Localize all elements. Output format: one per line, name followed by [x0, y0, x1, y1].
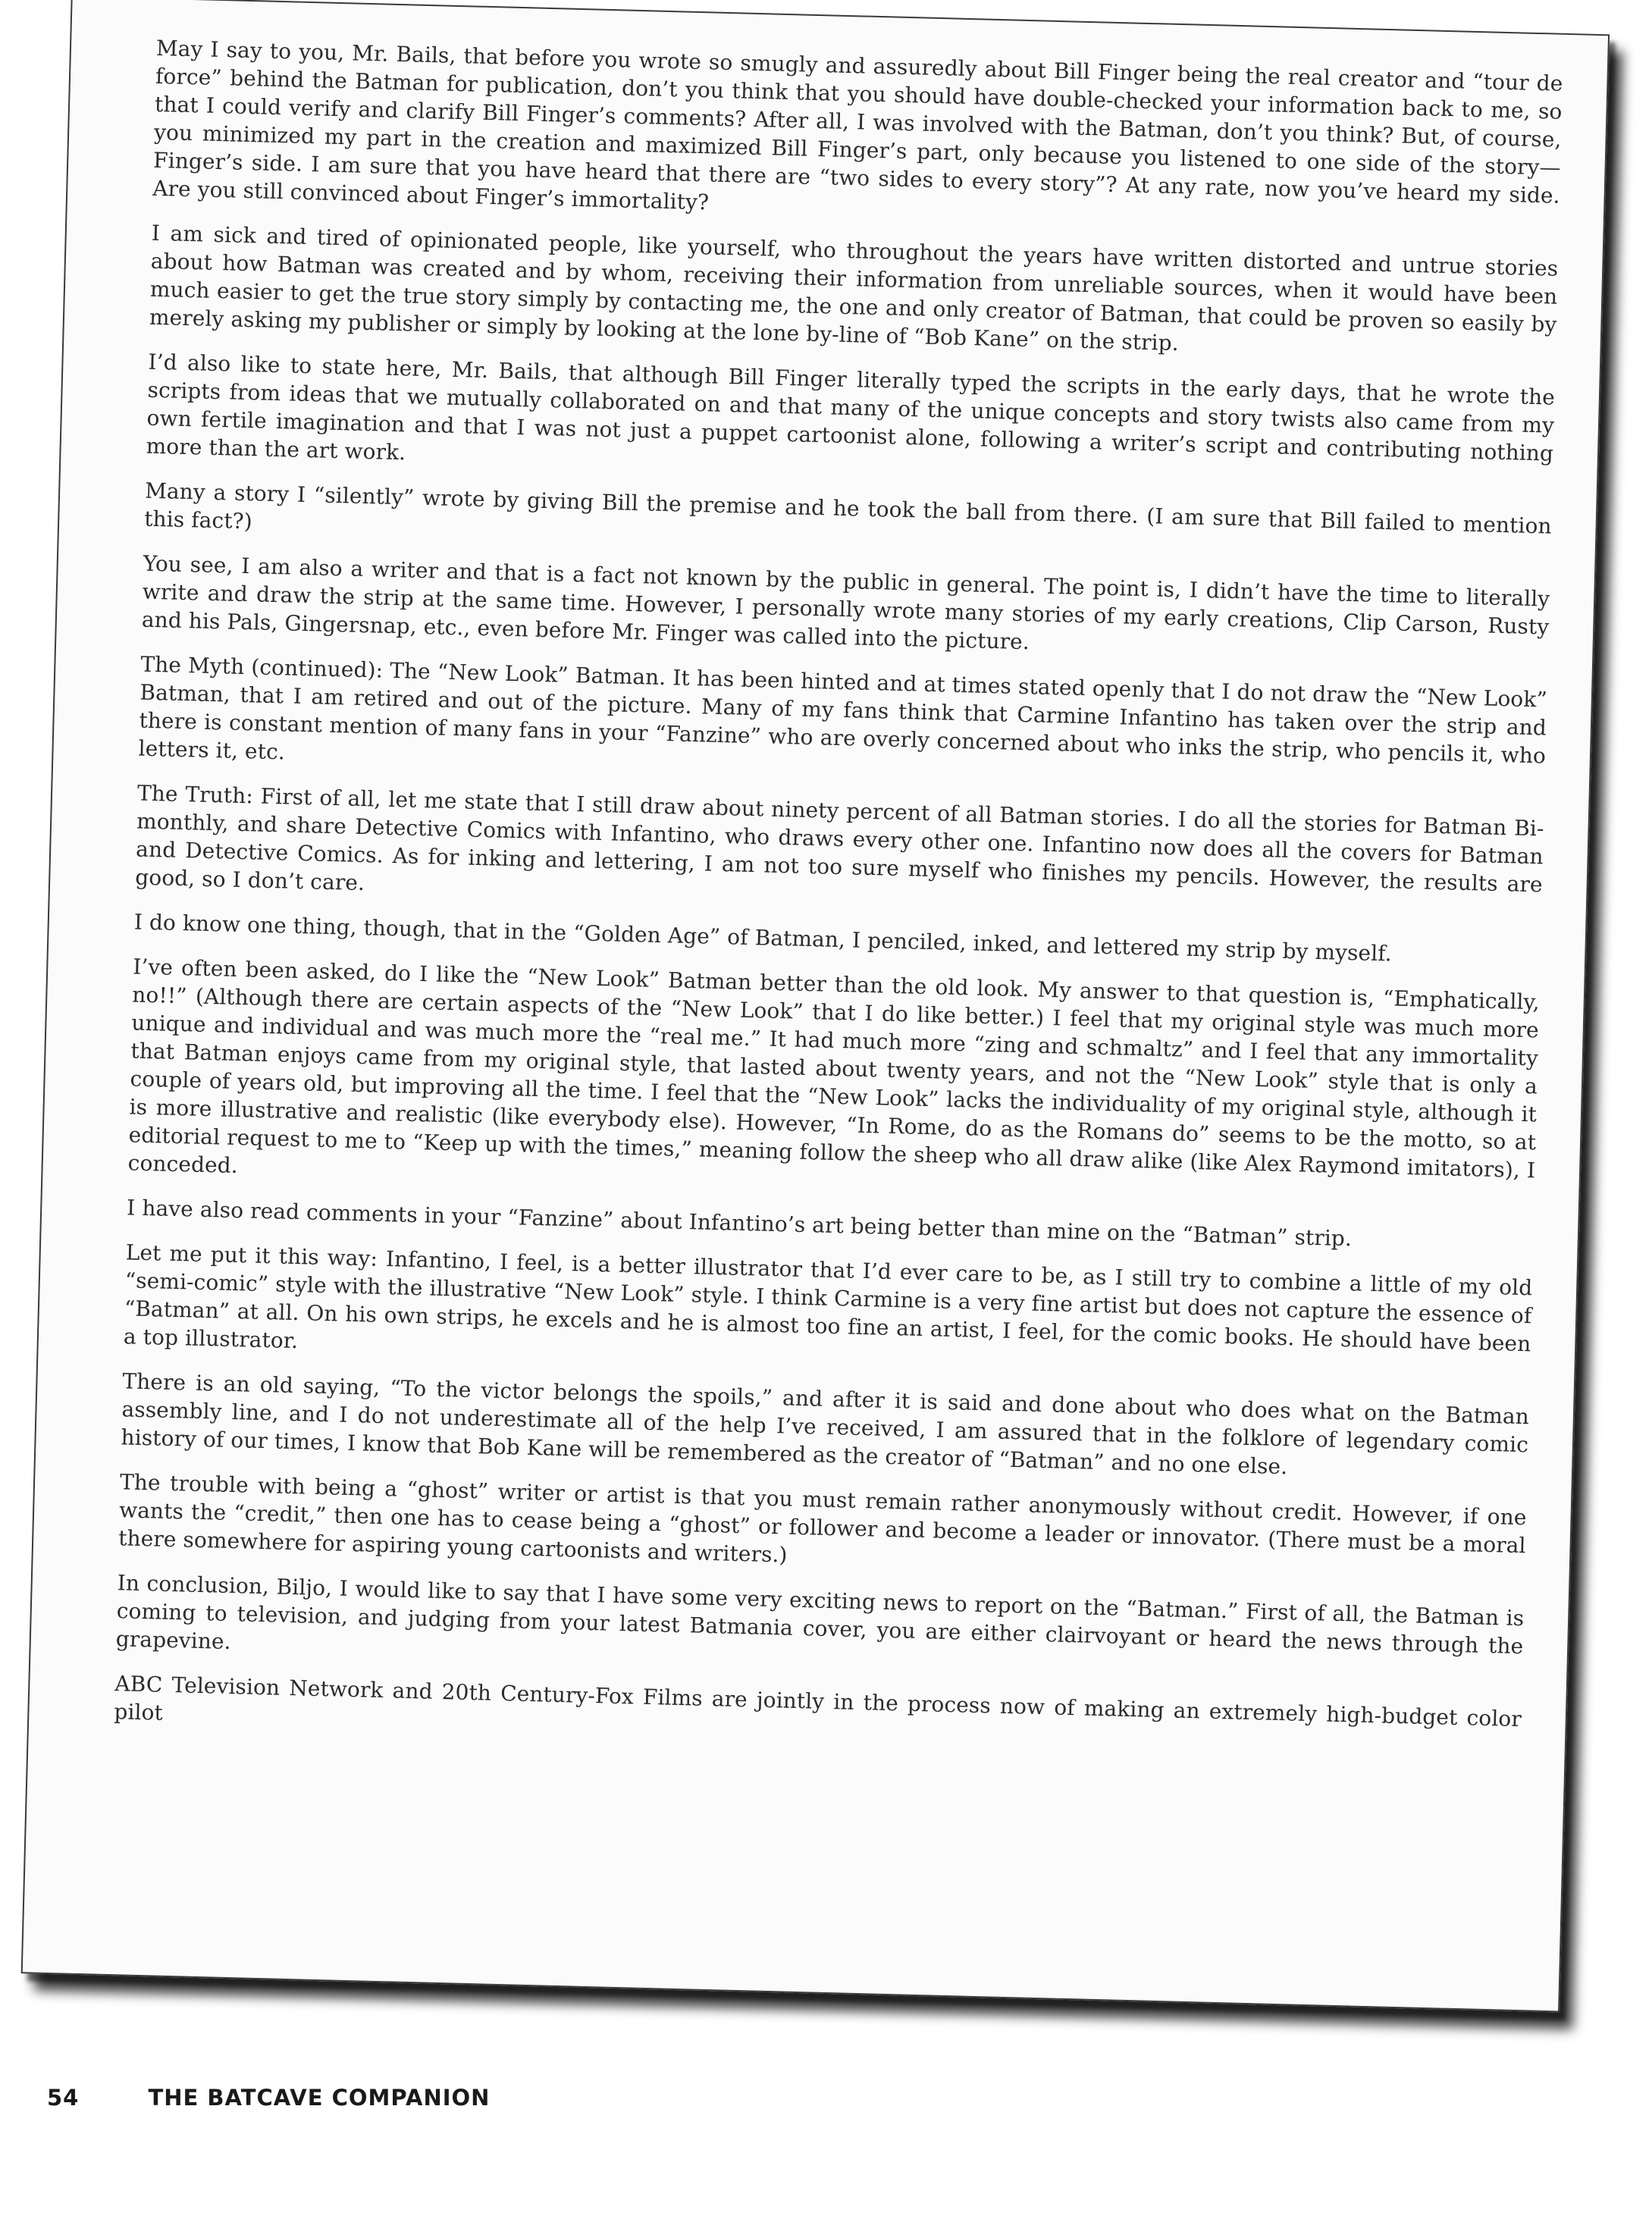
letter-paragraph-8: I do know one thing, though, that in the “Golden Age” of Batman, I penciled, inked, and lettered my strip by myself.: [133, 909, 1393, 967]
letter-paragraph-1: May I say to you, Mr. Bails, that before you wrote so smugly and assuredly about Bill Finger being the real creator and “tour de force” behind the Batman for publication, don’t you think that you should have double-checked your information back to me, so that I could verify and clarify Bill Finger’s comments? After all, I was involved with the Batman, don’t you think? But, of course, you minimized my part in the creation and maximized Bill Finger’s part, only because you listened to one side of the story—Finger’s side. I am sure that you have heard that there are “two sides to every story”? At any rate, now you’ve heard my side. Are you still convinced about Finger’s immortality?: [152, 35, 1563, 215]
letter-sheet-wrapper: [20, 0, 1652, 2051]
letter-body: [114, 34, 1563, 1761]
letter-paragraph-4: Many a story I “silently” wrote by giving Bill the premise and he took the ball from there. (I am sure that Bill failed to mention this fact?): [143, 478, 1553, 539]
letter-paragraph-12: There is an old saying, “To the victor belongs the spoils,” and after it is said and done about who does what on the Batman assembly line, and I do not underestimate all of the help I’ve received, I am assured that in the folklore of legendary comic history of our times, I know that Bob Kane will be remembered as the creator of “Batman” and no one else.: [121, 1368, 1530, 1480]
letter-paragraph-11: Let me put it this way: Infantino, I feel, is a better illustrator that I’d ever care to be, as I still try to combine a little of my old “semi-comic” style with the illustrative “New Look” style. I think Carmine is a very fine artist but does not capture the essence of “Batman” at all. On his own strips, he excels and he is almost too fine an artist, I feel, for the comic books. He should have been a top illustrator.: [123, 1239, 1533, 1357]
letter-paragraph-15: ABC Television Network and 20th Century-Fox Films are jointly in the process now of making an extremely high-budget color pilot: [114, 1671, 1522, 1732]
book-title: THE BATCAVE COMPANION: [148, 2085, 491, 2111]
page-footer: [47, 2085, 490, 2111]
page-number: 54: [47, 2085, 80, 2111]
letter-sheet: [21, 0, 1610, 2013]
letter-paragraph-3: I’d also like to state here, Mr. Bails, that although Bill Finger literally typed the scripts in the early days, that he wrote the scripts from ideas that we mutually collaborated on and that many of the unique concepts and story twists also came from my own fertile imagination and that I was not just a puppet cartoonist alone, following a writer’s script and contributing nothing more than the art work.: [146, 349, 1556, 466]
letter-paragraph-13: The trouble with being a “ghost” writer or artist is that you must remain rather anonymously without credit. However, if one wants the “credit,” then one has to cease being a “ghost” or follower and become a leader or innovator. (There must be a moral there somewhere for aspiring young cartoonists and writers.): [118, 1469, 1527, 1568]
letter-paragraph-7: The Truth: First of all, let me state that I still draw about ninety percent of all Batman stories. I do all the stories for Batman Bi-monthly, and share Detective Comics with Infantino, who draws every other one. Infantino now does all the covers for Batman and Detective Comics. As for inking and lettering, I am not too sure myself who finishes my pencils. However, the results are good, so I don’t care.: [134, 780, 1544, 898]
letter-paragraph-14: In conclusion, Biljo, I would like to say that I have some very exciting news to report on the “Batman.” First of all, the Batman is coming to television, and judging from your latest Batmania cover, you are either clairvoyant or heard the news through the grapevine.: [115, 1570, 1525, 1659]
letter-paragraph-6: The Myth (continued): The “New Look” Batman. It has been hinted and at times stated openly that I do not draw the “New Look” Batman, that I am retired and out of the picture. Many of my fans think that Carmine Infantino has taken over the strip and there is constant mention of many fans in your “Fanzine” who are overly concerned about who inks the strip, who pencils it, who letters it, etc.: [138, 651, 1548, 769]
letter-paragraph-10: I have also read comments in your “Fanzine” about Infantino’s art being better than mine on the “Batman” strip.: [126, 1195, 1353, 1252]
letter-paragraph-9: I’ve often been asked, do I like the “New Look” Batman better than the old look. My answer to that question is, “Emphatically, no!!” (Although there are certain aspects of the “New Look” that I do like better.) I feel that my original style was much more unique and individual and was much more the “real me.” It had much more “zing and schmaltz” and I feel that any immortality that Batman enjoys came from my original style, that lasted about twenty years, and not the “New Look” style that is only a couple of years old, but improving all the time. I feel that the “New Look” lacks the individuality of my original style, although it is more illustrative and realistic (like everybody else). However, “In Rome, do as the Romans do” seems to be the motto, so at editorial request to me to “Keep up with the times,” meaning follow the sheep who all draw alike (like Alex Raymond imitators), I conceded.: [127, 954, 1541, 1183]
letter-paragraph-2: I am sick and tired of opinionated people, like yourself, who throughout the years have written distorted and untrue stories about how Batman was created and by whom, receiving their information from unreliable sources, when it would have been much easier to get the true story simply by contacting me, the one and only creator of Batman, that could be proven so easily by merely asking my publisher or simply by looking at the lone by-line of “Bob Kane” on the strip.: [149, 220, 1559, 356]
letter-paragraph-5: You see, I am also a writer and that is a fact not known by the public in general. The point is, I didn’t have the time to literally write and draw the strip at the same time. However, I personally wrote many stories of my early creations, Clip Carson, Rusty and his Pals, Gingersnap, etc., even before Mr. Finger was called into the picture.: [141, 550, 1550, 655]
